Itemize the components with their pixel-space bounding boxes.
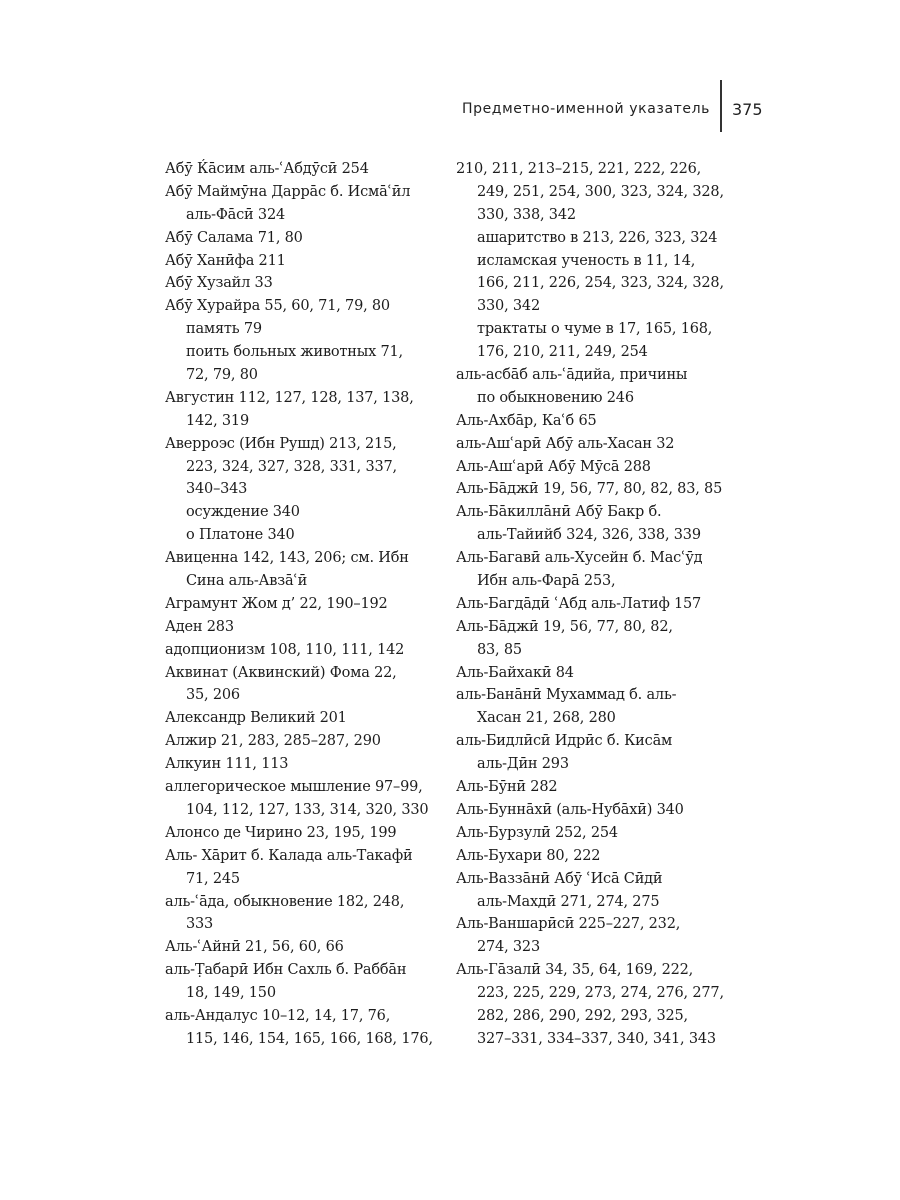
index-entry: Абӯ Ханӣфа 211: [165, 252, 286, 269]
index-entry-continuation: поить больных животных 71,: [186, 344, 403, 361]
index-entry: Алжир 21, 283, 285–287, 290: [165, 733, 381, 750]
index-entry: Аль-Бухари 80, 222: [456, 847, 601, 864]
index-entry-continuation: 330, 338, 342: [477, 206, 576, 223]
header-divider: [720, 80, 722, 132]
index-entry: Аль-Ваншарӣсӣ 225–227, 232,: [456, 916, 681, 933]
index-entry: Александр Великий 201: [165, 710, 347, 727]
index-entry-continuation: 72, 79, 80: [186, 367, 258, 384]
index-entry: Авиценна 142, 143, 206; см. Ибн: [165, 550, 409, 567]
index-entry: Августин 112, 127, 128, 137, 138,: [165, 389, 414, 406]
index-entry-continuation: исламская ученость в 11, 14,: [477, 252, 696, 269]
index-entry: аль-асбāб аль-ʿāдийа, причины: [456, 367, 688, 384]
index-entry: Аден 283: [165, 618, 234, 635]
index-entry: Абӯ Хузайл 33: [165, 275, 273, 292]
index-entry: аль-Ṭабарӣ Ибн Сахль б. Раббāн: [165, 962, 407, 979]
index-entry: Аль-Ваззāнӣ Абӯ ʿИсā Сӣдӣ: [456, 870, 663, 887]
index-entry-continuation: 282, 286, 290, 292, 293, 325,: [477, 1007, 688, 1024]
index-entry: Аль-Ахбāр, Каʿб 65: [456, 412, 597, 429]
index-entry: аль-Ашʿарӣ Абӯ аль-Хасан 32: [456, 435, 675, 452]
index-entry: Аль-Ашʿарӣ Абӯ Мӯсā 288: [456, 458, 651, 475]
index-entry: Аль-Бӯнӣ 282: [456, 779, 558, 796]
index-entry: Абӯ Хурайра 55, 60, 71, 79, 80: [165, 298, 390, 315]
index-column-left: [165, 158, 433, 1051]
index-entry-continuation: ашаритство в 213, 226, 323, 324: [477, 229, 718, 246]
index-entry: 210, 211, 213–215, 221, 222, 226,: [456, 161, 702, 177]
index-entry-continuation: 333: [186, 916, 214, 933]
index-entry: аль-Андалус 10–12, 14, 17, 76,: [165, 1007, 391, 1024]
index-entry-continuation: 71, 245: [186, 870, 240, 887]
index-entry-continuation: память 79: [186, 321, 262, 338]
index-entry: аль-ʿāда, обыкновение 182, 248,: [165, 893, 405, 910]
index-entry: Абӯ Маймӯна Даррāс б. Исмāʿӣл: [165, 183, 411, 200]
index-entry-continuation: 274, 323: [477, 939, 540, 956]
index-entry: адопционизм 108, 110, 111, 142: [165, 641, 405, 658]
index-entry-continuation: 330, 342: [477, 298, 540, 315]
index-entry: Абӯ Ќāсим аль-ʿАбдӯсӣ 254: [165, 161, 369, 177]
index-entry: Аль-Байхакӣ 84: [456, 664, 574, 681]
index-entry-continuation: 223, 324, 327, 328, 331, 337,: [186, 458, 397, 475]
index-entry: аль-Банāнӣ Мухаммад б. аль-: [456, 687, 677, 704]
index-entry-continuation: Ибн аль-Фарā 253,: [477, 573, 616, 590]
index-entry: Аквинат (Аквинский) Фома 22,: [165, 664, 397, 681]
index-entry: Аль- Хāрит б. Калада аль-Такафӣ: [165, 847, 413, 864]
index-entry-continuation: осуждение 340: [186, 504, 300, 521]
index-entry-continuation: 83, 85: [477, 641, 522, 658]
index-entry-continuation: 104, 112, 127, 133, 314, 320, 330: [186, 801, 429, 818]
index-entry: Аль-Бāджӣ 19, 56, 77, 80, 82, 83, 85: [456, 481, 723, 498]
index-entry-continuation: 166, 211, 226, 254, 323, 324, 328,: [477, 275, 724, 292]
index-entry-continuation: Хасан 21, 268, 280: [477, 710, 616, 727]
running-title: Предметно-именной указатель: [461, 101, 710, 117]
index-entry-continuation: 18, 149, 150: [186, 985, 276, 1002]
index-entry-continuation: 249, 251, 254, 300, 323, 324, 328,: [477, 183, 724, 200]
index-entry: Алкуин 111, 113: [165, 756, 289, 773]
index-entry: Абӯ Салама 71, 80: [165, 229, 303, 246]
index-entry-continuation: по обыкновению 246: [477, 389, 634, 406]
index-entry: Алонсо де Чирино 23, 195, 199: [165, 824, 397, 841]
index-entry-continuation: 35, 206: [186, 687, 240, 704]
index-entry: Аль-Багавӣ аль-Хусейн б. Масʿӯд: [456, 550, 703, 567]
index-entry: аль-Бидлӣсӣ Идрӣс б. Кисāм: [456, 733, 673, 750]
index-entry-continuation: 340–343: [186, 481, 248, 498]
index-entry-continuation: трактаты о чуме в 17, 165, 168,: [477, 321, 713, 338]
index-entry-continuation: 115, 146, 154, 165, 166, 168, 176,: [186, 1030, 433, 1047]
index-entry-continuation: 176, 210, 211, 249, 254: [477, 344, 648, 361]
index-entry-continuation: 142, 319: [186, 412, 249, 429]
index-entry: Аверроэс (Ибн Рушд) 213, 215,: [165, 435, 397, 452]
index-entry: Аль-Бāджӣ 19, 56, 77, 80, 82,: [456, 618, 673, 635]
page-number: 375: [732, 100, 763, 119]
index-entry-continuation: 327–331, 334–337, 340, 341, 343: [477, 1030, 716, 1047]
index-entry-continuation: аль-Фāсӣ 324: [186, 206, 286, 223]
index-entry: Аль-ʿАйнӣ 21, 56, 60, 66: [165, 939, 344, 956]
index-entry-continuation: аль-Дӣн 293: [477, 756, 569, 773]
index-entry: Аграмунт Жом д’ 22, 190–192: [165, 595, 388, 612]
index-column-right: [456, 158, 741, 1051]
index-entry: аллегорическое мышление 97–99,: [165, 779, 423, 796]
index-entry-continuation: Сина аль-Авзāʿӣ: [186, 573, 308, 590]
index-entry: Аль-Гāзалӣ 34, 35, 64, 169, 222,: [456, 962, 694, 979]
index-entry-continuation: аль-Тайийб 324, 326, 338, 339: [477, 527, 701, 544]
index-entry: Аль-Бурзулӣ 252, 254: [456, 824, 618, 841]
index-entry: Аль-Бāкиллāнӣ Абӯ Бакр б.: [456, 504, 662, 521]
index-entry-continuation: 223, 225, 229, 273, 274, 276, 277,: [477, 985, 724, 1002]
index-entry-continuation: аль-Махдӣ 271, 274, 275: [477, 893, 660, 910]
index-entry-continuation: о Платоне 340: [186, 527, 295, 544]
index-entry: Аль-Багдāдӣ ʿАбд аль-Латиф 157: [456, 595, 702, 612]
index-entry: Аль-Буннāхӣ (аль-Нубāхӣ) 340: [456, 801, 684, 818]
